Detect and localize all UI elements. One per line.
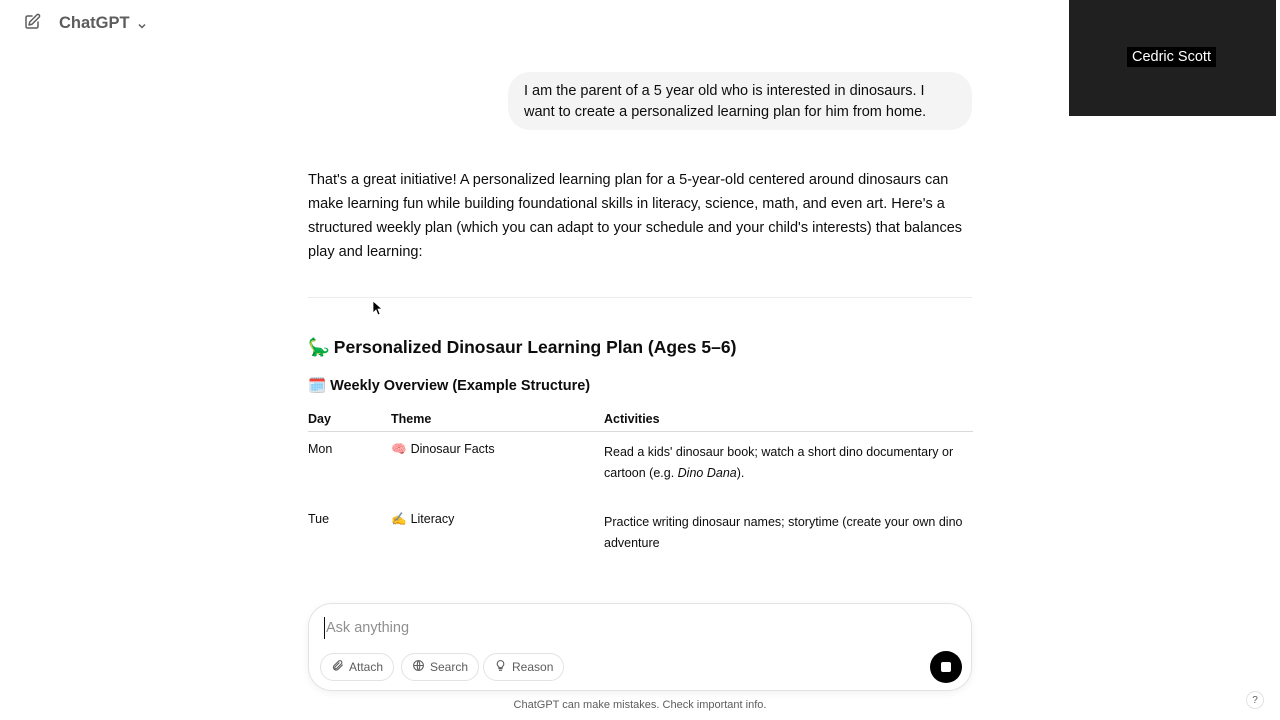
lightbulb-icon [494, 659, 507, 675]
overview-title: Weekly Overview (Example Structure) [330, 377, 591, 394]
search-label: Search [430, 660, 469, 674]
stop-generating-button[interactable] [930, 651, 962, 683]
activities-text-end: ). [736, 466, 745, 480]
edit-icon [23, 13, 41, 36]
cell-theme [391, 512, 604, 562]
header-activities: Activities [604, 411, 660, 426]
header-day: Day [308, 411, 331, 426]
message-composer [308, 603, 972, 691]
plan-title: Personalized Dinosaur Learning Plan (Ages 5–6) [333, 337, 737, 357]
model-selector[interactable] [59, 14, 148, 33]
writing-hand-icon: ✍️ [391, 512, 407, 526]
calendar-icon: 🗓️ [308, 378, 327, 394]
cell-theme [391, 442, 604, 502]
section-divider [308, 297, 972, 298]
model-label: ChatGPT [59, 14, 130, 32]
dinosaur-icon: 🦕 [308, 337, 330, 357]
assistant-intro-text: That's a great initiative! A personalized learning plan for a 5-year-old centered around dinosaurs can make learning fun while building foundational skills in literacy, science, math, and even art. Here's a structured weekly plan (which you can adapt to your schedule and your child's interests) that balances play and learning: [308, 172, 963, 260]
plan-heading [308, 337, 736, 358]
cell-day: Tue [308, 512, 330, 526]
theme-label: Literacy [410, 512, 455, 526]
mouse-cursor-icon [372, 300, 382, 321]
weekly-plan-table [308, 406, 973, 562]
attach-button[interactable] [320, 653, 394, 681]
stop-icon [941, 662, 951, 672]
cell-activities [604, 442, 973, 502]
user-message-text: I am the parent of a 5 year old who is interested in dinosaurs. I want to create a personalized learning plan for him from home. [524, 83, 927, 120]
question-mark-icon: ? [1252, 694, 1258, 706]
activities-text: Read a kids' dinosaur book; watch a short dino documentary or cartoon (e.g. [604, 445, 954, 480]
header-theme: Theme [391, 411, 432, 426]
paperclip-icon [331, 659, 344, 675]
help-button[interactable] [1246, 691, 1264, 709]
activities-emphasis: Dino Dana [677, 466, 737, 480]
disclaimer-text: ChatGPT can make mistakes. Check important info. [513, 699, 767, 711]
participant-name: Cedric Scott [1127, 47, 1216, 67]
prompt-input[interactable] [324, 617, 884, 639]
activities-text: Practice writing dinosaur names; storytime (create your own dino adventure [604, 515, 963, 550]
table-row [308, 432, 973, 502]
reason-label: Reason [512, 660, 554, 674]
assistant-message [308, 168, 974, 264]
theme-label: Dinosaur Facts [410, 442, 495, 456]
reason-button[interactable] [483, 653, 564, 681]
user-message-bubble [508, 72, 972, 130]
globe-icon [412, 659, 425, 675]
search-button[interactable] [401, 653, 479, 681]
overview-heading [308, 377, 590, 394]
cell-activities [604, 512, 973, 562]
brain-icon: 🧠 [391, 442, 407, 456]
chevron-down-icon [136, 18, 148, 30]
cell-day: Mon [308, 442, 333, 456]
table-row [308, 502, 973, 562]
attach-label: Attach [349, 660, 384, 674]
new-chat-button[interactable] [20, 12, 44, 36]
table-header-row [308, 406, 973, 432]
